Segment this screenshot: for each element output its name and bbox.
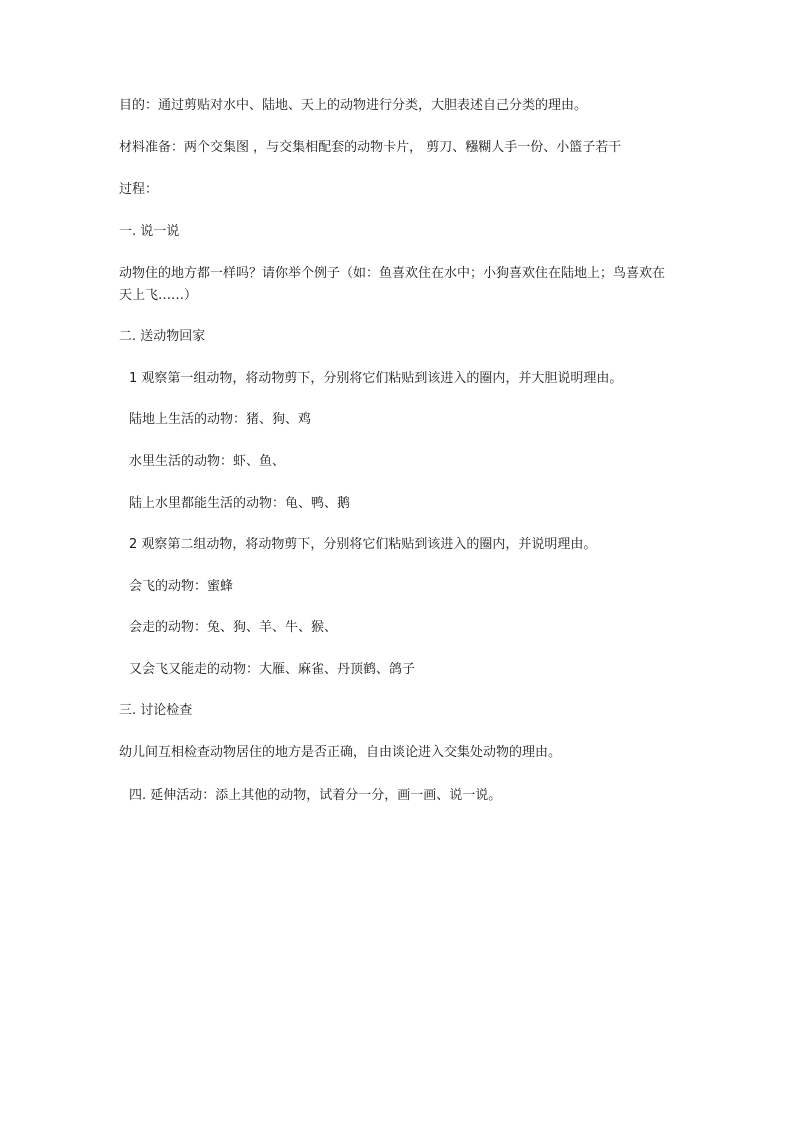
section4-paragraph: 四. 延伸活动：添上其他的动物，试着分一分，画一画、说一说。 bbox=[129, 788, 502, 803]
process-heading: 过程： bbox=[119, 182, 159, 197]
section1-heading: 一. 说一说 bbox=[119, 224, 180, 239]
section3-heading: 三. 讨论检查 bbox=[119, 703, 193, 718]
land-animals-line: 陆地上生活的动物：猪、狗、鸡 bbox=[129, 412, 312, 427]
section2-heading: 二. 送动物回家 bbox=[119, 329, 206, 344]
step1-paragraph: 1 观察第一组动物，将动物剪下，分别将它们粘贴到该进入的圈内，并大胆说明理由。 bbox=[129, 371, 623, 386]
section1-paragraph: 动物住的地方都一样吗？请你举个例子（如：鱼喜欢住在水中；小狗喜欢住在陆地上；鸟喜欢在天上飞……） bbox=[119, 266, 666, 303]
fly-and-walk-animals-line: 又会飞又能走的动物：大雁、麻雀、丹顶鹤、鸽子 bbox=[129, 662, 416, 677]
materials-paragraph: 材料准备：两个交集图 ，与交集相配套的动物卡片， 剪刀、糨糊人手一份、小篮子若干 bbox=[119, 140, 622, 155]
walking-animals-line: 会走的动物：兔、狗、羊、牛、猴、 bbox=[129, 620, 338, 635]
flying-animals-line: 会飞的动物：蜜蜂 bbox=[129, 579, 234, 594]
step2-paragraph: 2 观察第二组动物，将动物剪下，分别将它们粘贴到该进入的圈内，并说明理由。 bbox=[129, 537, 597, 552]
amphibious-animals-line: 陆上水里都能生活的动物：龟、鸭、鹅 bbox=[129, 496, 351, 511]
section3-paragraph: 幼儿间互相检查动物居住的地方是否正确，自由谈论进入交集处动物的理由。 bbox=[119, 745, 562, 760]
water-animals-line: 水里生活的动物：虾、鱼、 bbox=[129, 454, 286, 469]
purpose-paragraph: 目的：通过剪贴对水中、陆地、天上的动物进行分类，大胆表述自己分类的理由。 bbox=[119, 98, 588, 113]
